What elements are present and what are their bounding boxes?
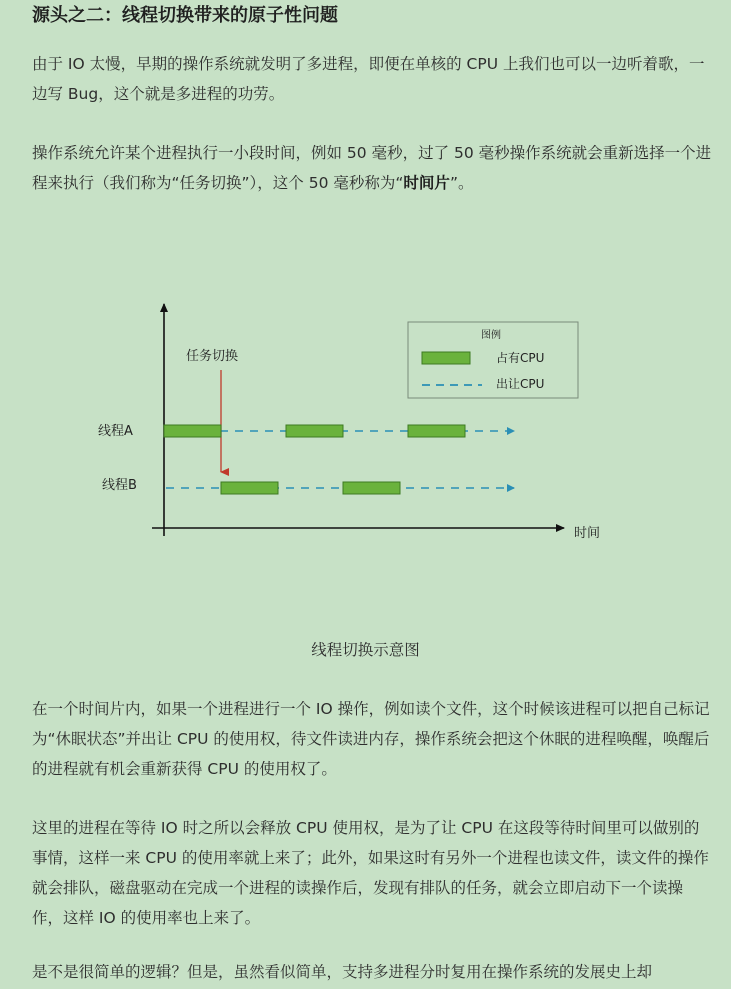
paragraph-time-slice bbox=[32, 138, 712, 198]
legend-occupy-swatch bbox=[422, 352, 470, 364]
paragraph-cpu-utilization: 这里的进程在等待 IO 时之所以会释放 CPU 使用权，是为了让 CPU 在这段等待时间里可以做别的事情，这样一来 CPU 的使用率就上来了；此外，如果这时有另外一个进程也读文件，读文件的操作就会排队，磁盘驱动在完成一个进程的读操作后，发现有排队的任务，就会立即启动下一个读操作，这样 IO 的使用率也上来了。 bbox=[32, 819, 709, 927]
paragraph-simple-logic: 是不是很简单的逻辑？但是，虽然看似简单，支持多进程分时复用在操作系统的发展史上却 bbox=[32, 963, 653, 981]
time-axis-label: 时间 bbox=[574, 526, 601, 541]
thread-a-label: 线程A bbox=[98, 424, 133, 439]
legend-yield-label: 出让CPU bbox=[496, 377, 545, 391]
time-slice-term: 时间片 bbox=[403, 174, 450, 192]
paragraph-io-multiprocess: 由于 IO 太慢，早期的操作系统就发明了多进程，即便在单核的 CPU 上我们也可以一边听着歌，一边写 Bug，这个就是多进程的功劳。 bbox=[32, 55, 705, 103]
thread-a-occupy-3 bbox=[408, 425, 465, 437]
diagram-svg bbox=[90, 296, 630, 556]
thread-switch-diagram bbox=[90, 296, 630, 556]
thread-b-occupy-2 bbox=[343, 482, 400, 494]
paragraph-time-slice-end: ”。 bbox=[449, 174, 474, 192]
thread-a-occupy-1 bbox=[164, 425, 221, 437]
thread-a-occupy-2 bbox=[286, 425, 343, 437]
paragraph-time-slice-text: 操作系统允许某个进程执行一小段时间，例如 50 毫秒，过了 50 毫秒操作系统就会重新选择一个进程来执行（我们称为“任务切换”），这个 50 毫秒称为“ bbox=[32, 144, 712, 192]
thread-b-label: 线程B bbox=[102, 478, 137, 493]
legend-title: 图例 bbox=[481, 330, 501, 341]
task-switch-label: 任务切换 bbox=[186, 349, 239, 364]
thread-b-occupy-1 bbox=[221, 482, 278, 494]
legend-occupy-label: 占有CPU bbox=[496, 351, 545, 365]
paragraph-io-sleep: 在一个时间片内，如果一个进程进行一个 IO 操作，例如读个文件，这个时候该进程可以把自己标记为“休眠状态”并出让 CPU 的使用权，待文件读进内存，操作系统会把这个休眠的进程唤醒，唤醒后的进程就有机会重新获得 CPU 的使用权了。 bbox=[32, 700, 710, 778]
section-heading: 源头之二：线程切换带来的原子性问题 bbox=[32, 5, 338, 26]
figure-caption: 线程切换示意图 bbox=[311, 641, 420, 659]
